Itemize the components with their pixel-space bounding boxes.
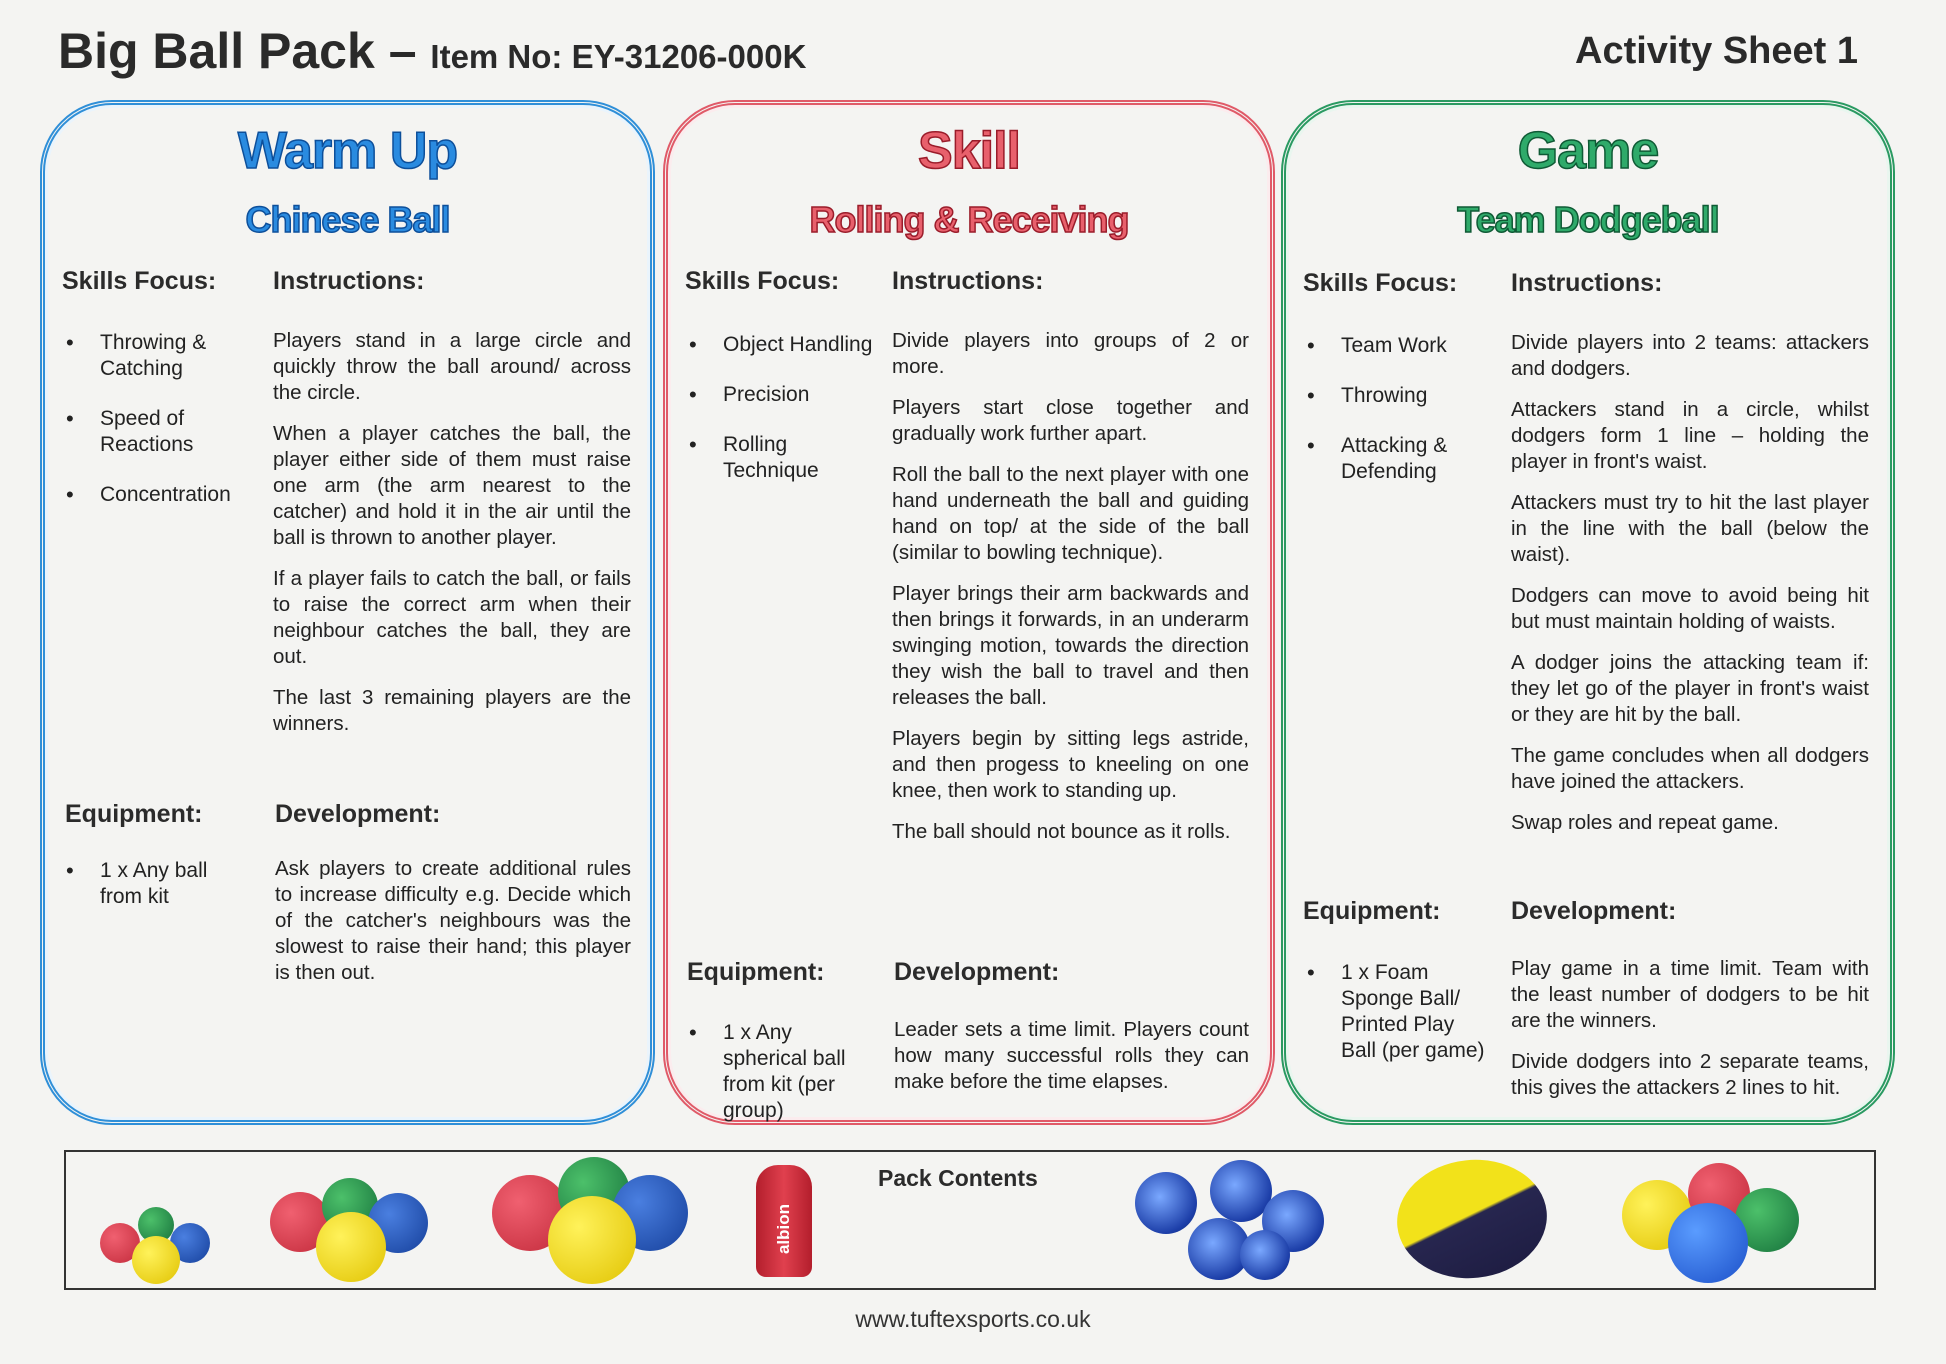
instructions-heading: Instructions: bbox=[273, 267, 425, 295]
skill-subtitle: Rolling & Receiving bbox=[809, 199, 1129, 240]
list-item: • 1 x Foam Sponge Ball/ Printed Play Ball (per game) bbox=[1303, 960, 1493, 1064]
list-item: • Concentration bbox=[62, 482, 252, 508]
list-item: • Attacking & Defending bbox=[1303, 433, 1493, 485]
development-heading: Development: bbox=[1511, 897, 1677, 925]
skills-focus-heading: Skills Focus: bbox=[62, 267, 217, 295]
website-url[interactable]: www.tuftexsports.co.uk bbox=[855, 1306, 1091, 1332]
skills-focus-heading: Skills Focus: bbox=[1303, 269, 1458, 297]
equipment-list bbox=[1303, 960, 1493, 1088]
paragraph: Players begin by sitting legs astride, and then progess to kneeling on one knee, then work to standing up. bbox=[892, 727, 1249, 802]
paragraph: Ask players to create additional rules to increase difficulty e.g. Decide which of the catcher's neighbours was the slowest to raise their hand; this player is then out. bbox=[275, 857, 631, 984]
skill-title: Skill bbox=[918, 122, 1020, 180]
paragraph: The last 3 remaining players are the winners. bbox=[273, 686, 631, 735]
list-item: • 1 x Any ball from kit bbox=[62, 858, 252, 910]
paragraph: The game concludes when all dodgers have joined the attackers. bbox=[1511, 744, 1869, 793]
development-body bbox=[275, 856, 631, 1001]
paragraph: The ball should not bounce as it rolls. bbox=[892, 820, 1231, 843]
paragraph: Leader sets a time limit. Players count how many successful rolls they can make before the time elapses. bbox=[894, 1018, 1249, 1093]
paragraph: Play game in a time limit. Team with the least number of dodgers to be hit are the winners. bbox=[1511, 957, 1869, 1032]
list-item: • Precision bbox=[685, 382, 880, 408]
equipment-list bbox=[685, 1020, 880, 1148]
paragraph: Roll the ball to the next player with one hand underneath the ball and guiding hand on top/ at the side of the ball (similar to bowling technique). bbox=[892, 463, 1249, 564]
skills-list bbox=[1303, 333, 1493, 509]
warm-up-panel bbox=[40, 100, 655, 1125]
list-item: • Object Handling bbox=[685, 332, 880, 358]
instructions-body bbox=[1511, 330, 1869, 851]
title-text: Big Ball Pack – bbox=[58, 23, 417, 79]
skills-list bbox=[685, 332, 880, 508]
list-item: • Rolling Technique bbox=[685, 432, 880, 484]
paragraph: Players stand in a large circle and quickly throw the ball around/ across the circle. bbox=[273, 329, 631, 404]
development-heading: Development: bbox=[275, 800, 441, 828]
paragraph: Attackers stand in a circle, whilst dodgers form 1 line – holding the player in front's waist. bbox=[1511, 398, 1869, 473]
equipment-heading: Equipment: bbox=[687, 958, 825, 986]
paragraph: Dodgers can move to avoid being hit but must maintain holding of waists. bbox=[1511, 584, 1869, 633]
game-title: Game bbox=[1517, 122, 1659, 180]
foam-blue-ball bbox=[1668, 1203, 1748, 1283]
small-yellow-ball bbox=[132, 1236, 180, 1284]
bag-logo: albion bbox=[774, 1203, 793, 1255]
skill-panel bbox=[663, 100, 1275, 1125]
activity-sheet-number: Activity Sheet 1 bbox=[1575, 30, 1858, 72]
paragraph: Divide dodgers into 2 separate teams, this gives the attackers 2 lines to hit. bbox=[1511, 1050, 1869, 1099]
paragraph: Attackers must try to hit the last player in the line with the ball (below the waist). bbox=[1511, 491, 1869, 566]
instructions-heading: Instructions: bbox=[1511, 269, 1663, 297]
printed-ball bbox=[1135, 1172, 1197, 1234]
list-item: • Team Work bbox=[1303, 333, 1493, 359]
equipment-heading: Equipment: bbox=[65, 800, 203, 828]
development-body bbox=[1511, 956, 1869, 1116]
game-panel bbox=[1281, 100, 1895, 1125]
paragraph: When a player catches the ball, the player either side of them must raise one arm (the arm nearest to the catcher) and hold it in the air until the ball is thrown to another player. bbox=[273, 422, 631, 549]
list-item: • Throwing & Catching bbox=[62, 330, 252, 382]
skills-list bbox=[62, 330, 252, 532]
printed-ball bbox=[1240, 1230, 1290, 1280]
instructions-heading: Instructions: bbox=[892, 267, 1044, 295]
development-heading: Development: bbox=[894, 958, 1060, 986]
equipment-list bbox=[62, 858, 252, 934]
paragraph: Divide players into groups of 2 or more. bbox=[892, 329, 1249, 378]
development-body bbox=[894, 1017, 1249, 1110]
list-item: • Speed of Reactions bbox=[62, 406, 252, 458]
page-title bbox=[58, 22, 806, 80]
instructions-body bbox=[273, 328, 631, 752]
list-item: • Throwing bbox=[1303, 383, 1493, 409]
pack-contents-label: Pack Contents bbox=[878, 1165, 1038, 1191]
skills-focus-heading: Skills Focus: bbox=[685, 267, 840, 295]
medium-yellow-ball bbox=[316, 1212, 386, 1282]
list-item: • 1 x Any spherical ball from kit (per group) bbox=[685, 1020, 880, 1124]
game-subtitle: Team Dodgeball bbox=[1457, 199, 1719, 240]
paragraph: A dodger joins the attacking team if: they let go of the player in front's waist or they are hit by the ball. bbox=[1511, 651, 1869, 726]
item-number: Item No: EY-31206-000K bbox=[430, 38, 807, 75]
paragraph: Players start close together and gradually work further apart. bbox=[892, 396, 1249, 445]
paragraph: Swap roles and repeat game. bbox=[1511, 811, 1779, 834]
bag-logo-area bbox=[758, 1199, 810, 1259]
paragraph: Player brings their arm backwards and then brings it forwards, in an underarm swinging motion, towards the direction they wish the ball to travel and then releases the ball. bbox=[892, 582, 1249, 709]
carry-bag bbox=[756, 1165, 812, 1277]
paragraph: Divide players into 2 teams: attackers and dodgers. bbox=[1511, 331, 1869, 380]
equipment-heading: Equipment: bbox=[1303, 897, 1441, 925]
instructions-body bbox=[892, 328, 1249, 860]
warm-up-subtitle: Chinese Ball bbox=[245, 199, 450, 240]
paragraph: If a player fails to catch the ball, or fails to raise the correct arm when their neighbour catches the ball, they are out. bbox=[273, 567, 631, 668]
large-yellow-ball bbox=[548, 1196, 636, 1284]
warm-up-title: Warm Up bbox=[237, 122, 458, 180]
